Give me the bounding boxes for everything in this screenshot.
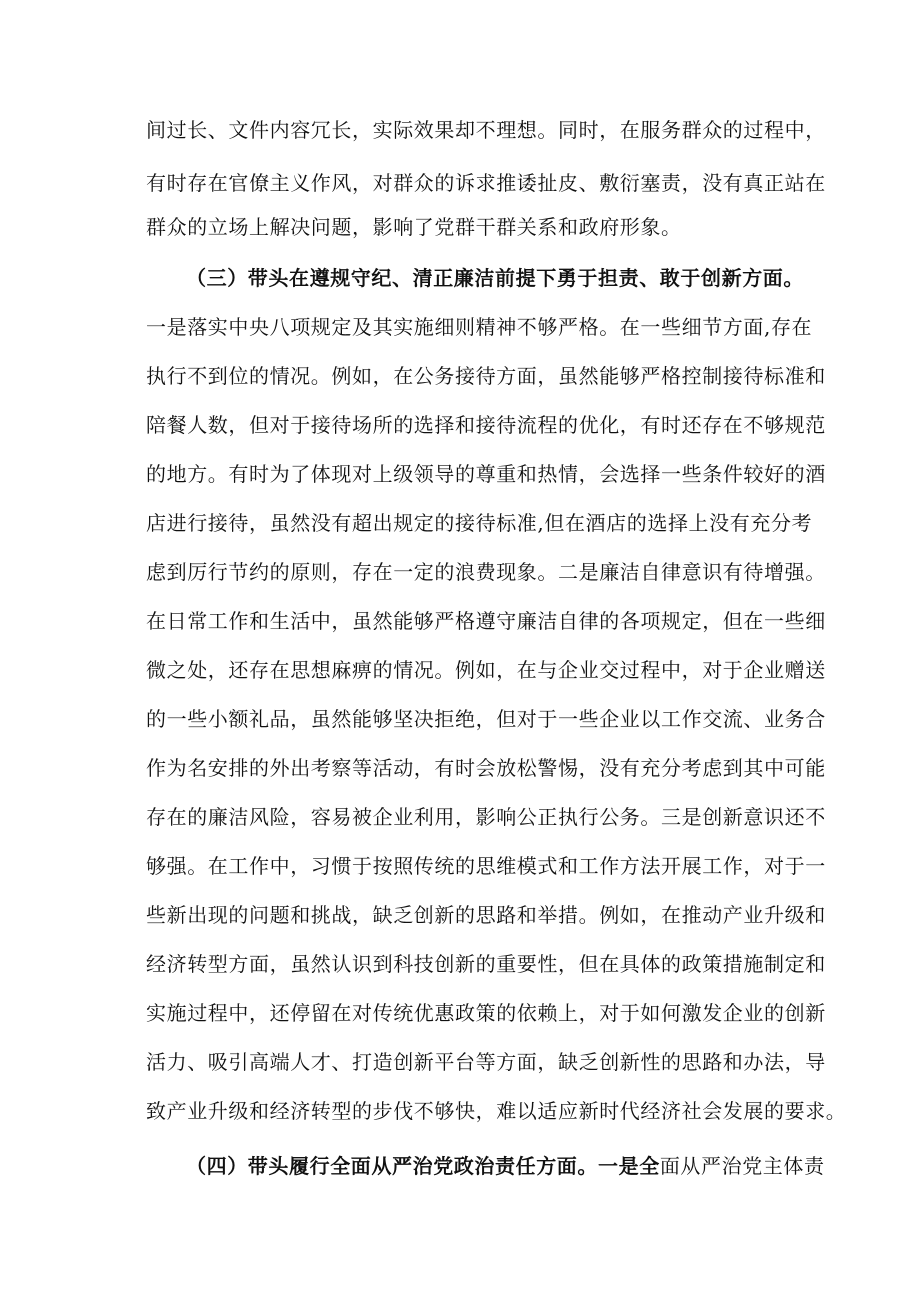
paragraph-line: 活力、吸引高端人才、打造创新平台等方面，缺乏创新性的思路和办法，导 [146,1050,826,1074]
paragraph-line: 间过长、文件内容冗长，实际效果却不理想。同时，在服务群众的过程中， [146,118,826,142]
paragraph-line: 些新出现的问题和挑战，缺乏创新的思路和举措。例如，在推动产业升级和 [146,903,826,927]
section-heading: （三）带头在遵规守纪、清正廉洁前提下勇于担责、敢于创新方面。 [186,266,804,290]
paragraph-line: 够强。在工作中，习惯于按照传统的思维模式和工作方法开展工作，对于一 [146,854,826,878]
paragraph-text: 面从严治党主体责 [659,1154,825,1178]
paragraph-line: 微之处，还存在思想麻痹的情况。例如，在与企业交过程中，对于企业赠送 [146,658,826,682]
paragraph-line: 店进行接待，虽然没有超出规定的接待标准,但在酒店的选择上没有充分考 [146,511,813,535]
paragraph-line: 致产业升级和经济转型的步伐不够快，难以适应新时代经济社会发展的要求。 [146,1099,847,1123]
paragraph-line: 执行不到位的情况。例如，在公务接待方面，虽然能够严格控制接待标准和 [146,364,826,388]
paragraph-line: 有时存在官僚主义作风，对群众的诉求推诿扯皮、敷衍塞责，没有真正站在 [146,171,826,195]
paragraph-line: 陪餐人数，但对于接待场所的选择和接待流程的优化，有时还存在不够规范 [146,413,826,437]
section-heading-line [186,1152,825,1180]
paragraph-line: 一是落实中央八项规定及其实施细则精神不够严格。在一些细节方面,存在 [146,315,813,339]
section-heading: （四）带头履行全面从严治党政治责任方面。一是全 [186,1154,660,1178]
paragraph-line: 的一些小额礼品，虽然能够坚决拒绝，但对于一些企业以工作交流、业务合 [146,707,826,731]
paragraph-line: 作为名安排的外出考察等活动，有时会放松警惕，没有充分考虑到其中可能 [146,756,826,780]
paragraph-line: 虑到厉行节约的原则，存在一定的浪费现象。二是廉洁自律意识有待增强。 [146,560,826,584]
paragraph-line: 存在的廉洁风险，容易被企业利用，影响公正执行公务。三是创新意识还不 [146,805,826,829]
paragraph-line: 群众的立场上解决问题，影响了党群干群关系和政府形象。 [146,215,682,239]
paragraph-line: 的地方。有时为了体现对上级领导的尊重和热情，会选择一些条件较好的酒 [146,462,826,486]
paragraph-line: 经济转型方面，虽然认识到科技创新的重要性，但在具体的政策措施制定和 [146,952,826,976]
paragraph-line: 在日常工作和生活中，虽然能够严格遵守廉洁自律的各项规定，但在一些细 [146,609,826,633]
paragraph-line: 实施过程中，还停留在对传统优惠政策的依赖上，对于如何激发企业的创新 [146,1001,826,1025]
